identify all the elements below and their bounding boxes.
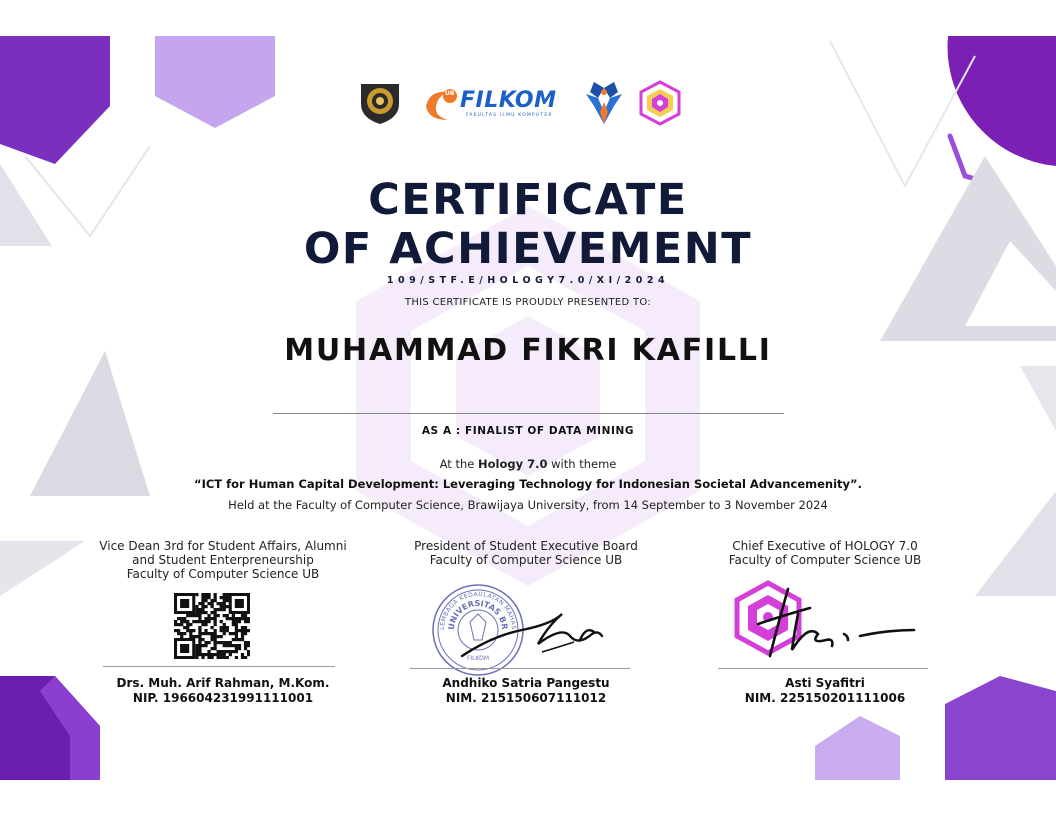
signatory-vice-dean-name-block [73, 676, 373, 706]
signatory-title-line: and Student Enterpreneurship [132, 553, 314, 567]
event-prefix: At the [439, 457, 478, 471]
qr-finder-pattern [229, 593, 250, 614]
phoenix-icon [584, 80, 624, 130]
signatory-vice-dean [73, 539, 373, 581]
deco-triangle-right-2 [1020, 366, 1056, 431]
deco-hex-top-left [0, 36, 110, 164]
signatory-title-line: Faculty of Computer Science UB [126, 567, 320, 581]
certificate [0, 36, 1056, 780]
certificate-title-line2: OF ACHIEVEMENT [303, 224, 753, 274]
signatory-id: NIM. 225150201111006 [744, 691, 906, 705]
certificate-number: 109/STF.E/HOLOGY7.0/XI/2024 [386, 275, 670, 286]
event-theme: “ICT for Human Capital Development: Leveraging Technology for Indonesian Societal Advancemenity”. [194, 477, 862, 491]
filkom-subtitle: FAKULTAS ILMU KOMPUTER [466, 113, 553, 118]
deco-circle-top-right [948, 36, 1056, 166]
signatory-chief-executive-name-block [675, 676, 975, 706]
signatory-title-line: Faculty of Computer Science UB [429, 553, 623, 567]
certificate-title-line1: CERTIFICATE [368, 175, 688, 225]
stamp-outer-text: LEMBAGA KEDAULATAN MAHAS [438, 590, 518, 631]
signature-line-3 [718, 668, 928, 669]
award-role: AS A : FINALIST OF DATA MINING [421, 425, 635, 437]
recipient-name: MUHAMMAD FIKRI KAFILLI [284, 333, 772, 368]
event-line [0, 457, 1056, 471]
signatory-name: Asti Syafitri [785, 676, 865, 690]
qr-code [174, 593, 250, 659]
signatory-name: Drs. Muh. Arif Rahman, M.Kom. [116, 676, 330, 690]
signatory-id: NIP. 196604231991111001 [132, 691, 314, 705]
event-suffix: with theme [547, 457, 617, 471]
qr-finder-pattern [174, 638, 195, 659]
ub-crest-icon [357, 80, 403, 130]
stamp-inner-text: UNIVERSITAS BR [446, 598, 510, 631]
deco-triangle-left-2 [30, 351, 150, 496]
recipient-underline [273, 413, 784, 414]
deco-hex-top-left-2 [155, 36, 275, 128]
signatory-name: Andhiko Satria Pangestu [442, 676, 610, 690]
stamp-bottom-text: FILKOM [466, 655, 490, 662]
signatory-chief-executive [675, 539, 975, 567]
hology-logo-icon [638, 80, 682, 130]
signatory-id: NIM. 215150607111012 [445, 691, 607, 705]
event-name: Hology 7.0 [478, 457, 548, 471]
filkom-ub-badge: UB [445, 90, 455, 97]
signatory-title-line: President of Student Executive Board [414, 539, 638, 553]
signatory-title-line: Vice Dean 3rd for Student Affairs, Alumni [99, 539, 347, 553]
signatory-title-line: Chief Executive of HOLOGY 7.0 [732, 539, 918, 553]
qr-finder-pattern [174, 593, 195, 614]
presented-to-label: THIS CERTIFICATE IS PROUDLY PRESENTED TO: [404, 297, 652, 308]
filkom-wordmark: FILKOM [460, 88, 557, 113]
signature-chief-executive [748, 584, 918, 664]
signatory-president-bem-name-block [376, 676, 676, 706]
event-held-at: Held at the Faculty of Computer Science, Brawijaya University, from 14 September to 3 November 2024 [228, 498, 828, 512]
deco-hex-bottom-right-2 [815, 716, 900, 780]
signature-line-2 [410, 668, 630, 669]
signature-president [452, 596, 622, 666]
filkom-logo-icon [422, 84, 570, 124]
signature-line-1 [103, 666, 335, 667]
signatory-president-bem [376, 539, 676, 567]
signatory-title-line: Faculty of Computer Science UB [728, 553, 922, 567]
